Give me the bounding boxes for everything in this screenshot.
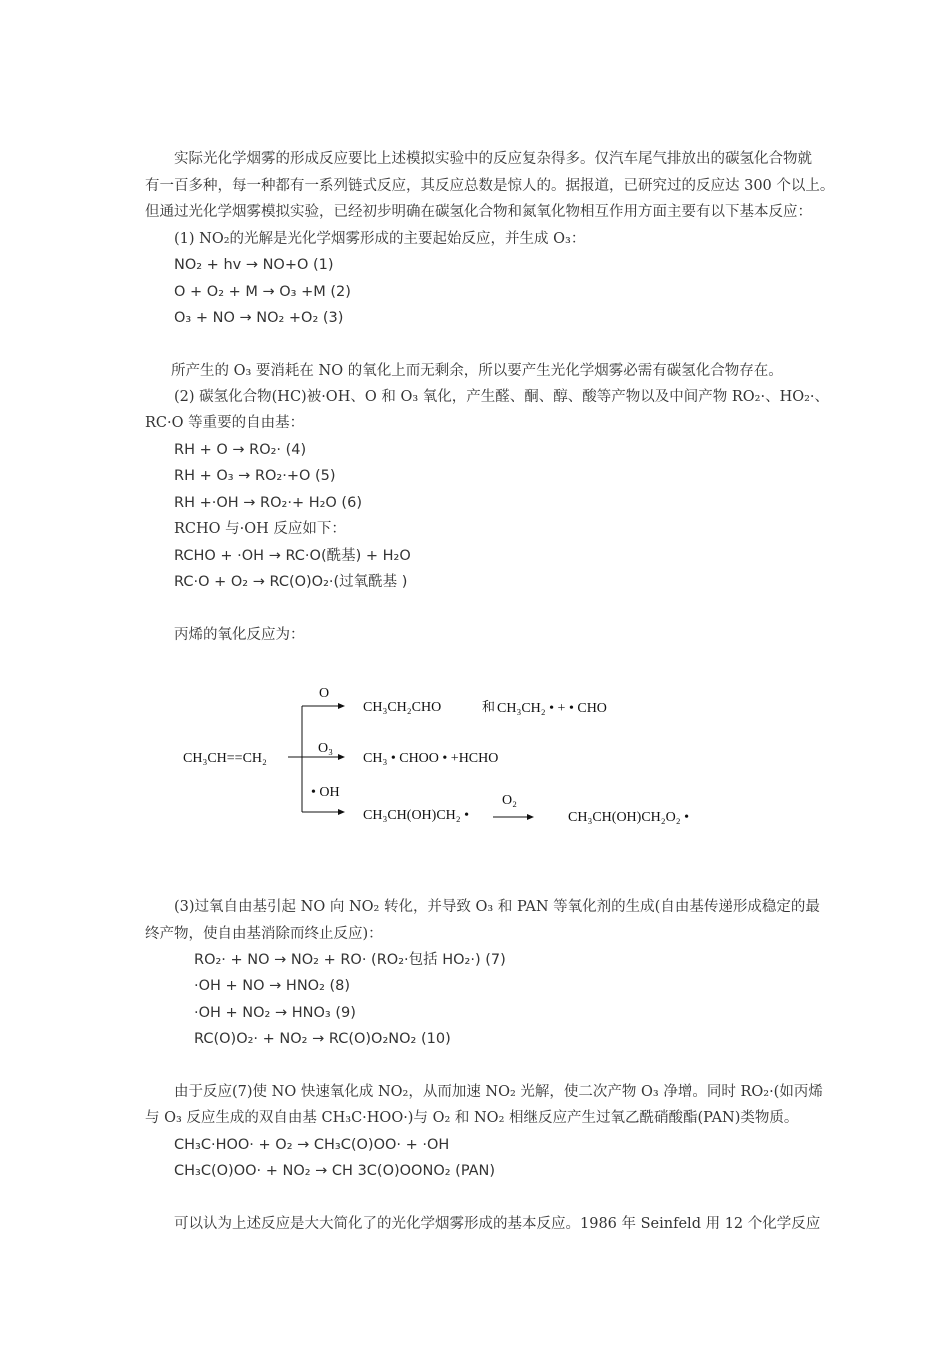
propene-oxidation-diagram — [175, 676, 735, 836]
arrow-o3-head — [338, 754, 345, 760]
pan-reaction-1: CH₃C·HOO· + O₂ → CH₃C(O)OO· + ·OH — [174, 1137, 450, 1153]
paragraph-intro-line-3: 但通过光化学烟雾模拟实验，已经初步明确在碳氢化合物和氮氧化物相互作用方面主要有以下基本反应： — [145, 204, 812, 220]
pan-reaction-2: CH₃C(O)OO· + NO₂ → CH 3C(O)OONO₂ (PAN) — [174, 1163, 496, 1179]
rcho-reaction-1: RCHO + ·OH → RC·O(酰基) + H₂O — [174, 548, 411, 564]
arrow-oh-head — [338, 809, 345, 815]
product-peroxy-radical: CH₃CH(OH)CH₂O₂ • — [568, 810, 690, 825]
reaction-7: RO₂· + NO → NO₂ + RO· (RO₂·包括 HO₂·) (7) — [194, 952, 506, 968]
product-criegee: CH₃ • CHOO • +HCHO — [363, 751, 499, 766]
product-and: 和 — [482, 700, 496, 715]
section-3-heading-line-1: (3)过氧自由基引起 NO 向 NO₂ 转化，并导致 O₃ 和 PAN 等氧化剂的生成(自由基传递形成稳定的最 — [174, 899, 820, 915]
reaction-8: ·OH + NO → HNO₂ (8) — [194, 978, 351, 994]
reaction-4: RH + O → RO₂· (4) — [174, 442, 307, 458]
reaction-1: NO₂ + hv → NO+O (1) — [174, 257, 334, 273]
rcho-reaction-2: RC·O + O₂ → RC(O)O₂·(过氧酰基 ) — [174, 574, 408, 590]
rcho-intro: RCHO 与·OH 反应如下： — [174, 521, 346, 537]
label-o2: O₂ — [502, 793, 517, 808]
paragraph-o3-consumption: 所产生的 O₃ 要消耗在 NO 的氧化上而无剩余，所以要产生光化学烟雾必需有碳氢化合物存在。 — [171, 363, 783, 379]
label-o3: O₃ — [318, 741, 333, 756]
reactant-propene: CH₃CH==CH₂ — [183, 751, 267, 766]
label-oh: • OH — [311, 785, 340, 800]
product-propanal: CH₃CH₂CHO — [363, 700, 442, 715]
section-3-heading-line-2: 终产物，使自由基消除而终止反应)： — [145, 926, 383, 942]
product-hydroxy-radical: CH₃CH(OH)CH₂ • — [363, 808, 470, 823]
section-2-heading-line-1: (2) 碳氢化合物(HC)被·OH、O 和 O₃ 氧化，产生醛、酮、醇、酸等产物以及中间产物 RO₂·、HO₂·、 — [174, 389, 830, 405]
section-1-heading: (1) NO₂的光解是光化学烟雾形成的主要起始反应，并生成 O₃： — [174, 231, 586, 247]
propene-intro: 丙烯的氧化反应为： — [174, 627, 305, 643]
arrow-o2-head — [527, 814, 534, 820]
reaction-5: RH + O₃ → RO₂·+O (5) — [174, 468, 336, 484]
paragraph-pan-line-1: 由于反应(7)使 NO 快速氧化成 NO₂，从而加速 NO₂ 光解，使二次产物 O₃ 净增。同时 RO₂·(如丙烯 — [174, 1084, 823, 1100]
paragraph-pan-line-2: 与 O₃ 反应生成的双自由基 CH₃C·HOO·)与 O₂ 和 NO₂ 相继反应产生过氧乙酰硝酸酯(PAN)类物质。 — [145, 1110, 799, 1126]
section-2-heading-line-2: RC·O 等重要的自由基： — [145, 415, 305, 431]
product-radicals: CH₃CH₂ • + • CHO — [497, 701, 607, 716]
reaction-2: O + O₂ + M → O₃ +M (2) — [174, 284, 351, 300]
reaction-9: ·OH + NO₂ → HNO₃ (9) — [194, 1005, 356, 1021]
label-o: O — [319, 686, 330, 701]
arrow-o-head — [338, 703, 345, 709]
reaction-6: RH +·OH → RO₂·+ H₂O (6) — [174, 495, 362, 511]
paragraph-intro-line-1: 实际光化学烟雾的形成反应要比上述模拟实验中的反应复杂得多。仅汽车尾气排放出的碳氢化合物就 — [174, 151, 812, 167]
reaction-10: RC(O)O₂· + NO₂ → RC(O)O₂NO₂ (10) — [194, 1031, 451, 1047]
paragraph-conclusion: 可以认为上述反应是大大简化了的光化学烟雾形成的基本反应。1986 年 Seinfeld 用 12 个化学反应 — [174, 1216, 821, 1232]
paragraph-intro-line-2: 有一百多种，每一种都有一系列链式反应，其反应总数是惊人的。据报道，已研究过的反应达 300 个以上。 — [145, 178, 835, 194]
reaction-3: O₃ + NO → NO₂ +O₂ (3) — [174, 310, 344, 326]
